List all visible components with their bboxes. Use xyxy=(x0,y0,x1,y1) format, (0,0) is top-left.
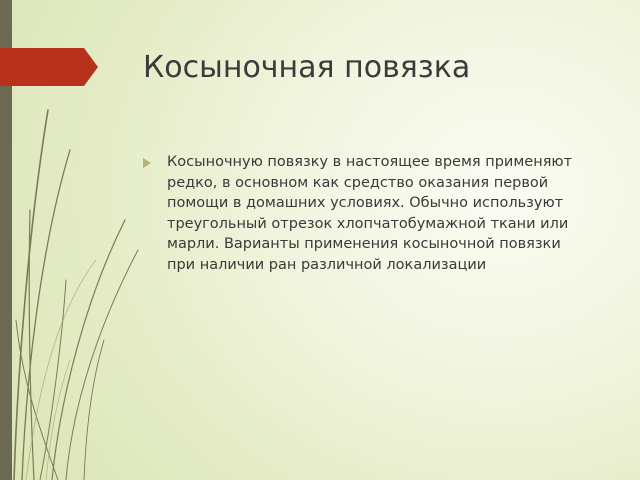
title-accent-arrow xyxy=(0,0,120,120)
bullet-arrow-icon xyxy=(143,158,151,168)
bullet-item xyxy=(143,152,593,275)
bullet-text: Косыночную повязку в настоящее время применяют редко, в основном как средство оказания первой помощи в домашних условиях. Обычно используют треугольный отрезок хлопчатобумажной ткани или марли. Варианты применения косыночной повязки при наличии ран различной локализации xyxy=(167,154,573,273)
slide-title: Косыночная повязка xyxy=(143,50,471,85)
slide-content xyxy=(143,152,593,275)
bullet-list xyxy=(143,152,593,275)
